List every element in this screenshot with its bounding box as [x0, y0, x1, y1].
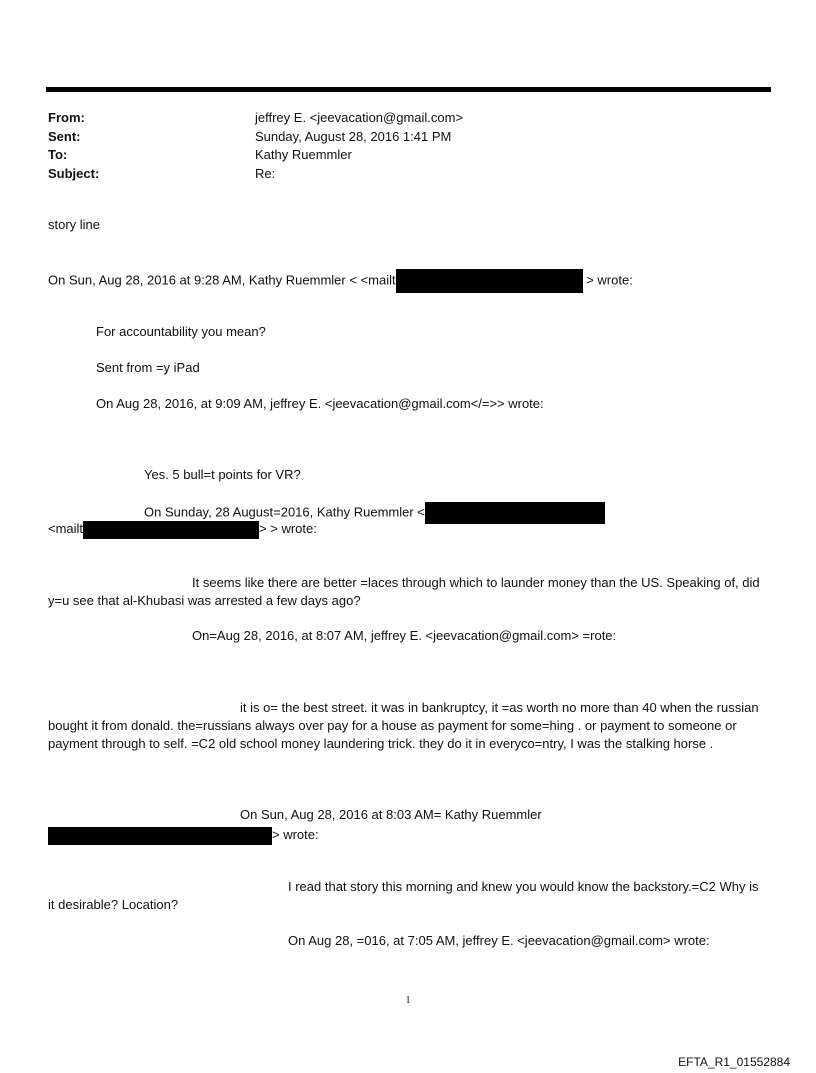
bates-number: EFTA_R1_01552884	[678, 1055, 790, 1069]
sent-label: Sent:	[48, 128, 81, 144]
subject-row	[48, 165, 463, 184]
sent-from-line: Sent from =y iPad	[96, 360, 200, 375]
quote-header-5-suffix: > wrote:	[272, 827, 319, 842]
accountability-line: For accountability you mean?	[96, 324, 266, 339]
email-header	[48, 109, 463, 183]
quote-header-2: On Aug 28, 2016, at 9:09 AM, jeffrey E. <jeevacation@gmail.com</=>> wrote:	[96, 396, 544, 411]
redaction-box	[48, 827, 272, 845]
quote-header-3-mailto: <mailt	[48, 521, 84, 536]
page-number: 1	[405, 995, 411, 1006]
subject-label: Subject:	[48, 165, 100, 181]
launder-text: It seems like there are better =laces through which to launder money than the US. Speaking of, did y=u see that al-Khubasi was arrested a few days ago?	[48, 575, 760, 608]
from-label: From:	[48, 110, 85, 125]
sent-row	[48, 128, 463, 147]
quote-header-1-text: On Sun, Aug 28, 2016 at 9:28 AM, Kathy Ruemmler < <mailt	[48, 272, 396, 288]
backstory-paragraph	[48, 878, 768, 914]
quote-header-3-line2	[48, 520, 317, 539]
redaction-box	[425, 502, 605, 524]
quote-header-6: On Aug 28, =016, at 7:05 AM, jeffrey E. <jeevacation@gmail.com> wrote:	[288, 933, 710, 948]
from-value: jeffrey E. <jeevacation@gmail.com>	[255, 110, 464, 125]
quote-header-3-text: On Sunday, 28 August=2016, Kathy Ruemmler <	[144, 504, 425, 520]
backstory-text: I read that story this morning and knew you would know the backstory.=C2 Why is it desirable? Location?	[48, 879, 759, 912]
quote-header-4: On=Aug 28, 2016, at 8:07 AM, jeffrey E. <jeevacation@gmail.com> =rote:	[192, 628, 617, 643]
header-rule	[46, 87, 771, 92]
redaction-box	[83, 521, 259, 539]
bullet-points-line: Yes. 5 bull=t points for VR?	[144, 467, 301, 482]
from-row	[48, 109, 463, 128]
redaction-box	[396, 269, 583, 293]
street-paragraph	[48, 699, 768, 753]
story-line: story line	[48, 217, 101, 232]
quote-header-1-suffix: > wrote:	[586, 272, 633, 288]
quote-header-5: On Sun, Aug 28, 2016 at 8:03 AM= Kathy Ruemmler	[240, 807, 542, 822]
sent-value: Sunday, August 28, 2016 1:41 PM	[255, 128, 452, 144]
street-text: it is o= the best street. it was in bankruptcy, it =as worth no more than 40 when the russian bought it from donald. the=russians always over pay for a house as payment for some=hing . or payment to someone or payment through to self. =C2 old school money laundering trick. they do it in everyco=ntry, I was the stalking horse .	[48, 700, 759, 751]
to-value: Kathy Ruemmler	[255, 147, 352, 162]
launder-paragraph	[48, 574, 768, 610]
subject-value: Re:	[255, 165, 276, 181]
quote-header-1	[48, 269, 633, 293]
quote-header-5-line2	[48, 826, 319, 845]
to-label: To:	[48, 147, 68, 162]
quote-header-3-suffix: > > wrote:	[259, 521, 317, 536]
to-row	[48, 146, 463, 165]
